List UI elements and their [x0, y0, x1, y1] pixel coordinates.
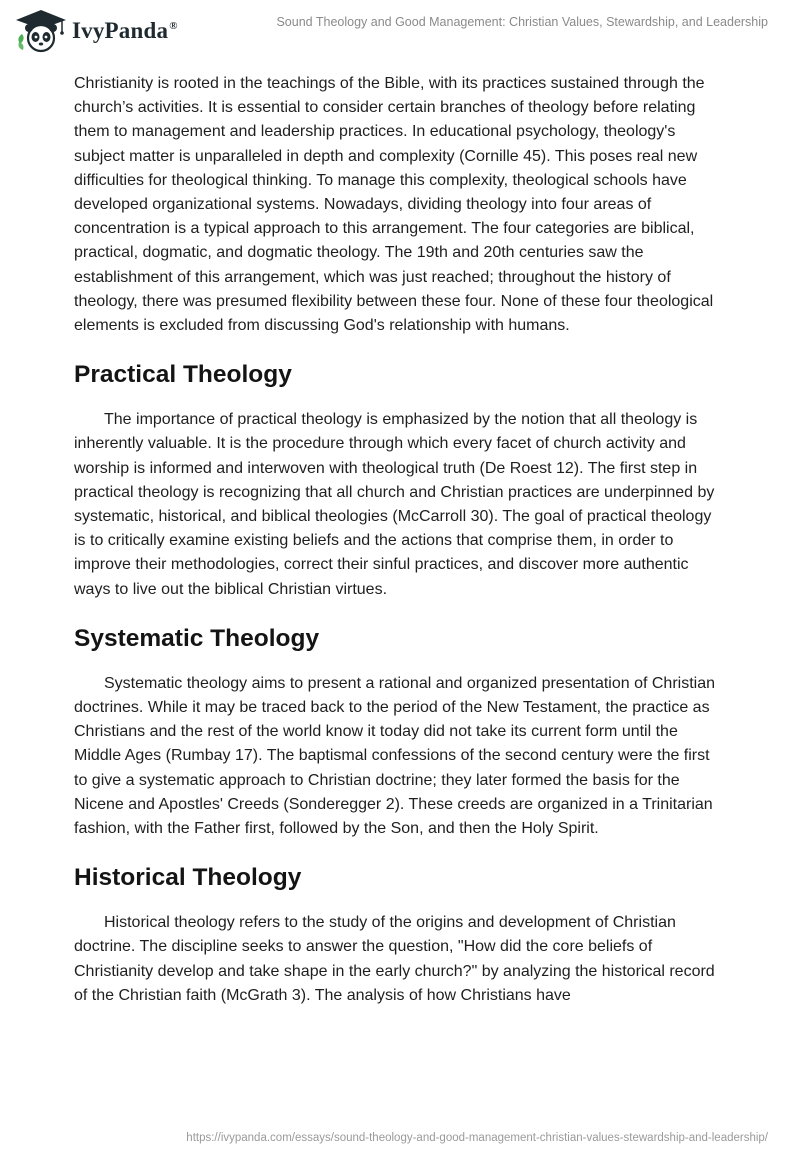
panda-graduate-icon [14, 8, 68, 54]
intro-paragraph: Christianity is rooted in the teachings of the Bible, with its practices sustained through the church’s activities. It is essential to consider certain branches of theology before relating them to management and leadership practices. In educational psychology, theology's subject matter is unparalleled in depth and complexity (Cornille 45). This poses real new difficulties for theological thinking. To manage this complexity, theological schools have developed organizational systems. Nowadays, dividing theology into four areas of concentration is a typical approach to this arrangement. The four categories are biblical, practical, dogmatic, and dogmatic theology. The 19th and 20th centuries saw the establishment of this arrangement, which was just reached; throughout the history of theology, there was presumed flexibility between these four. None of these four theological elements is excluded from discussing God's relationship with humans. [74, 75, 714, 335]
paragraph-practical-theology: The importance of practical theology is emphasized by the notion that all theology is inherently valuable. It is the procedure through which every facet of church activity and worship is informed and interwoven with theological truth (De Roest 12). The first step in practical theology is recognizing that all church and Christian practices are underpinned by systematic, historical, and biblical theologies (McCarroll 30). The goal of practical theology is to critically examine existing beliefs and the actions that comprise them, in order to improve their methodologies, correct their sinful practices, and discover more authentic ways to live out the biblical Christian virtues. [74, 411, 715, 598]
source-url-link[interactable]: https://ivypanda.com/essays/sound-theology-and-good-management-christian-values-stewardship-and-leadership/ [186, 1132, 768, 1144]
brand-name: IvyPanda® [72, 18, 178, 43]
heading-practical-theology: Practical Theology [74, 361, 292, 389]
ivypanda-logo[interactable] [14, 8, 178, 54]
heading-historical-theology: Historical Theology [74, 864, 302, 892]
page-header [0, 0, 800, 60]
paragraph-systematic-theology: Systematic theology aims to present a rational and organized presentation of Christian doctrines. While it may be traced back to the period of the New Testament, the practice as Christians and the rest of the world know it today did not take its current form until the Middle Ages (Rumbay 17). The baptismal confessions of the second century were the first to give a systematic approach to Christian doctrine; they later formed the basis for the Nicene and Apostles' Creeds (Sonderegger 2). These creeds are organized in a Trinitarian fashion, with the Father first, followed by the Son, and then the Holy Spirit. [74, 674, 716, 838]
heading-systematic-theology: Systematic Theology [74, 624, 320, 652]
document-title: Sound Theology and Good Management: Christian Values, Stewardship, and Leadership [276, 15, 768, 29]
paragraph-historical-theology: Historical theology refers to the study of the origins and development of Christian doctrine. The discipline seeks to answer the question, "How did the core beliefs of Christianity develop and take shape in the early church?" by analyzing the historical record of the Christian faith (McGrath 3). The analysis of how Christians have [74, 914, 715, 1004]
essay-body [74, 72, 726, 1008]
